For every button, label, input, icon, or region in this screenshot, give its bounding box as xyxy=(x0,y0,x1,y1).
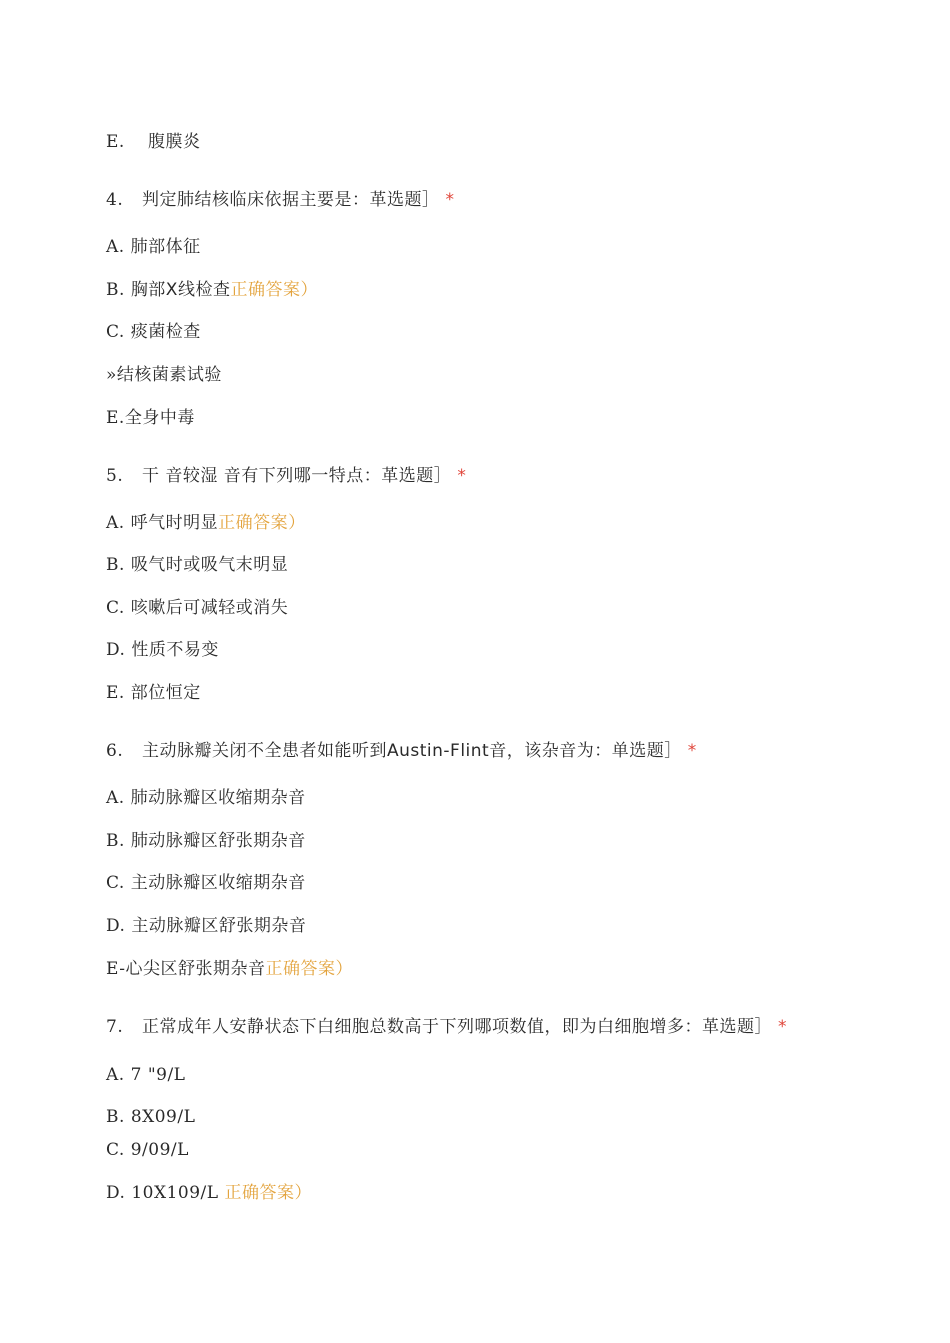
q4-option-d[interactable] xyxy=(106,364,222,386)
question-text: 正常成年人安静状态下白细胞总数高于下列哪项数值，即为白细胞增多：革选题］ xyxy=(142,1017,772,1037)
correct-answer-tag: 正确答案） xyxy=(218,513,306,533)
option-text: 肺动脉瓣区收缩期杂音 xyxy=(130,788,306,808)
option-label: C. xyxy=(106,873,125,893)
required-marker: * xyxy=(457,466,467,486)
option-text: 咳嗽后可减轻或消失 xyxy=(130,598,289,618)
q6-option-e[interactable] xyxy=(106,958,353,980)
option-text: 吸气时或吸气末明显 xyxy=(130,555,289,575)
q7-option-d[interactable] xyxy=(106,1182,312,1204)
required-marker: * xyxy=(687,741,697,761)
option-label: B. xyxy=(106,555,125,575)
option-label: B. xyxy=(106,831,125,851)
question-number: 7. xyxy=(106,1017,124,1037)
option-label: E- xyxy=(106,959,126,979)
option-label: D. xyxy=(106,916,126,936)
q7-option-c[interactable] xyxy=(106,1139,189,1161)
option-label: E. xyxy=(106,408,125,428)
q6-option-c[interactable] xyxy=(106,872,306,894)
q5-option-d[interactable] xyxy=(106,639,219,661)
question-text: 主动脉瓣关闭不全患者如能听到Austin-Flint音，该杂音为：单选题］ xyxy=(142,741,682,761)
option-text: 主动脉瓣区舒张期杂音 xyxy=(131,916,307,936)
option-text: 肺部体征 xyxy=(130,237,201,257)
q7-option-a[interactable] xyxy=(106,1064,185,1086)
correct-answer-tag: 正确答案） xyxy=(224,1183,312,1203)
option-text: 腹膜炎 xyxy=(148,132,201,152)
option-label: C. xyxy=(106,322,125,342)
question-6 xyxy=(106,740,697,762)
option-text: 痰菌检查 xyxy=(130,322,201,342)
question-4 xyxy=(106,189,455,211)
required-marker: * xyxy=(778,1017,787,1037)
option-text: 7 "9/L xyxy=(130,1065,186,1085)
option-text: 结核菌素试验 xyxy=(116,365,222,385)
question-number: 5. xyxy=(106,466,124,486)
q6-option-d[interactable] xyxy=(106,915,306,937)
option-label: A. xyxy=(106,237,125,257)
q5-option-b[interactable] xyxy=(106,554,288,576)
option-label: B. xyxy=(106,280,125,300)
q4-option-a[interactable] xyxy=(106,236,201,258)
option-label: D. xyxy=(106,1183,126,1203)
option-label: A. xyxy=(106,1065,125,1085)
q4-option-c[interactable] xyxy=(106,321,201,343)
option-text: 心尖区舒张期杂音 xyxy=(125,959,266,979)
correct-answer-tag: 正确答案） xyxy=(265,959,353,979)
question-text: 判定肺结核临床依据主要是：革选题］ xyxy=(142,190,440,210)
option-text: 部位恒定 xyxy=(130,683,201,703)
correct-answer-tag: 正确答案） xyxy=(230,280,318,300)
option-text: 性质不易变 xyxy=(131,640,219,660)
option-label: B. xyxy=(106,1107,125,1127)
q4-option-e[interactable] xyxy=(106,407,195,429)
q7-option-b[interactable] xyxy=(106,1106,195,1128)
q6-option-a[interactable] xyxy=(106,787,306,809)
option-e-peritonitis[interactable] xyxy=(106,131,201,153)
q5-option-a[interactable] xyxy=(106,512,306,534)
option-label: E. xyxy=(106,683,125,703)
q5-option-e[interactable] xyxy=(106,682,201,704)
q4-option-b[interactable] xyxy=(106,279,318,301)
option-label: » xyxy=(106,365,117,385)
q6-option-b[interactable] xyxy=(106,830,306,852)
question-number: 4. xyxy=(106,190,124,210)
option-text: 主动脉瓣区收缩期杂音 xyxy=(130,873,306,893)
option-text: 全身中毒 xyxy=(124,408,195,428)
option-label: D. xyxy=(106,640,126,660)
option-text: 呼气时明显 xyxy=(130,513,219,533)
required-marker: * xyxy=(445,190,455,210)
option-label: C. xyxy=(106,1140,125,1160)
option-label: A. xyxy=(106,513,125,533)
question-7 xyxy=(106,1016,787,1038)
option-label: A. xyxy=(106,788,125,808)
question-text: 干 音较湿 音有下列哪一特点：革选题］ xyxy=(142,466,452,486)
option-text: 9/09/L xyxy=(130,1140,189,1160)
option-label: C. xyxy=(106,598,125,618)
option-text: 胸部X线检查 xyxy=(130,280,231,300)
q5-option-c[interactable] xyxy=(106,597,288,619)
option-text: 8X09/L xyxy=(130,1107,196,1127)
question-number: 6. xyxy=(106,741,124,761)
option-label: E. xyxy=(106,132,125,152)
option-text: 10X109/L xyxy=(131,1183,225,1203)
question-5 xyxy=(106,465,466,487)
option-text: 肺动脉瓣区舒张期杂音 xyxy=(130,831,306,851)
